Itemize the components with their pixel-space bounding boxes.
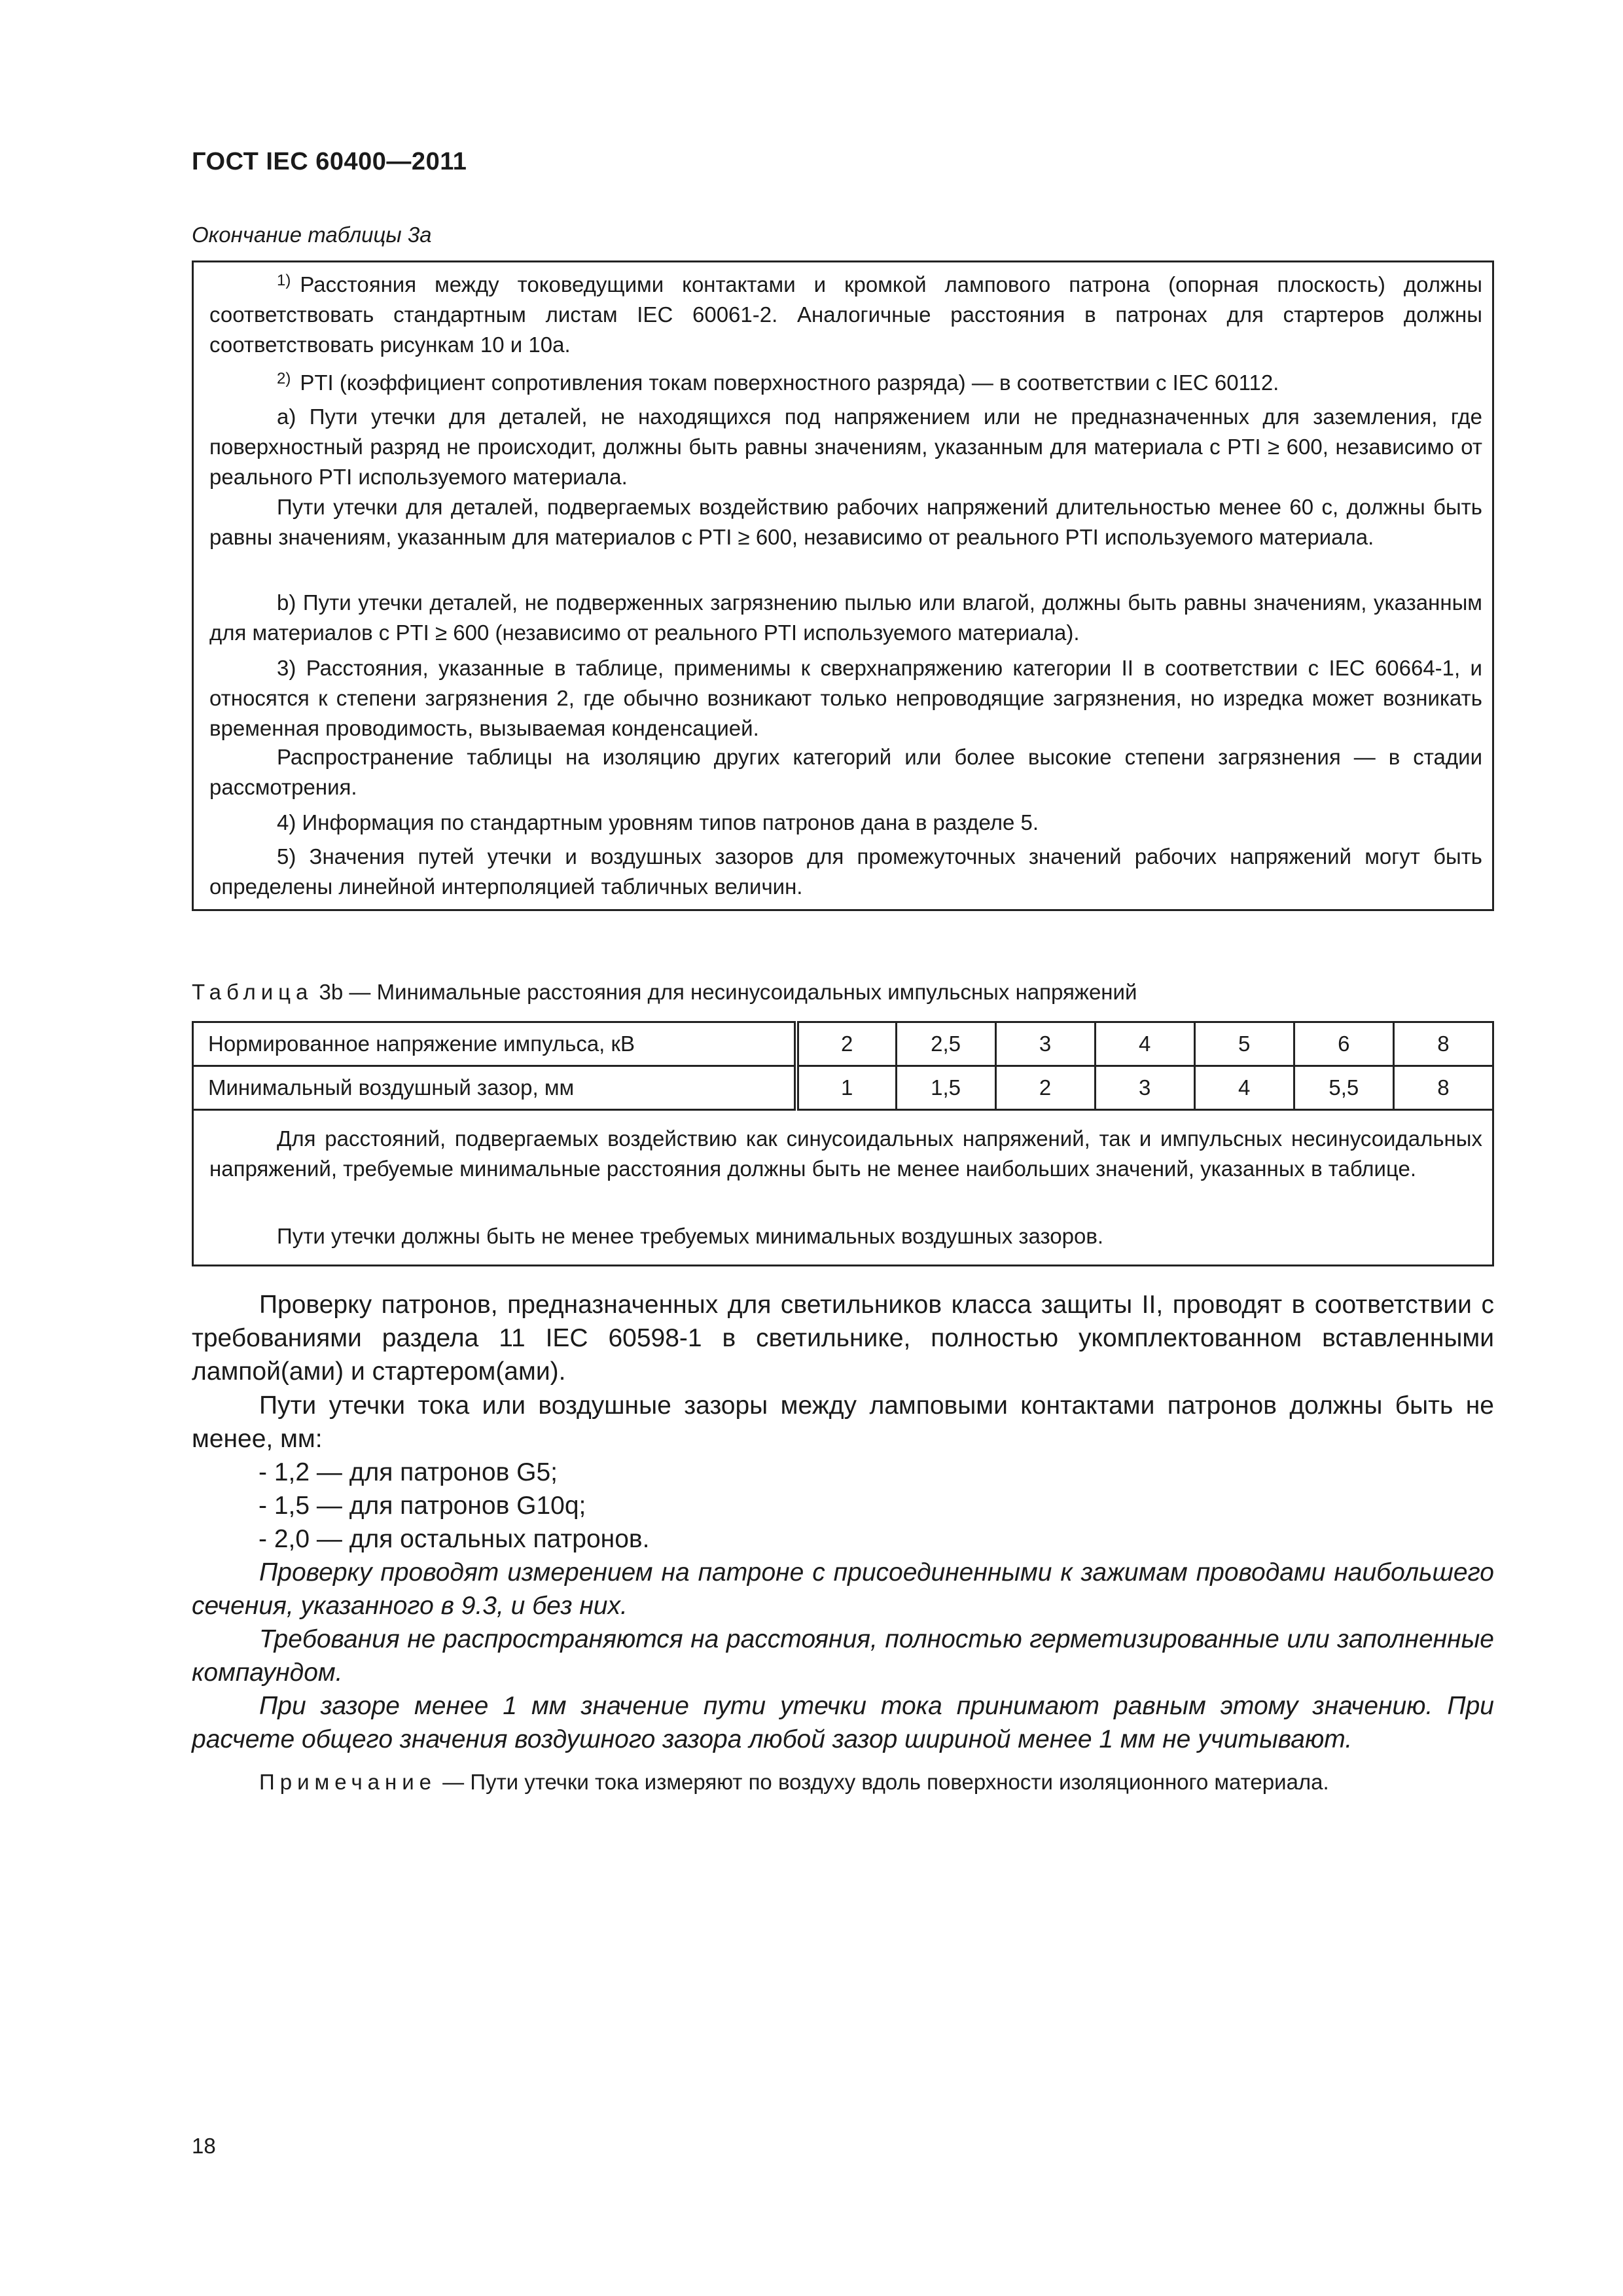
table-3b-note: Для расстояний, подвергаемых воздействию как синусоидальных напряжений, так и импульсных несинусоидальных напряжений, требуемые минимальные расстояния должны быть не менее наибольших значений, указанных в таблице. <box>209 1126 1482 1181</box>
page-number: 18 <box>192 2134 216 2158</box>
table-cell: 4 <box>1194 1066 1294 1110</box>
table-cell: 1 <box>796 1066 896 1110</box>
note <box>259 1770 1329 1795</box>
table-cell: 5,5 <box>1294 1066 1393 1110</box>
body-paragraph: Проверку патронов, предназначенных для светильников класса защиты II, проводят в соответствии с требованиями раздела 11 IEC 60598-1 в светильнике, полностью укомплектованном вставленными лампой(ами) и стартером(ами). <box>192 1291 1494 1386</box>
row-label: Нормированное напряжение импульса, кВ <box>193 1022 796 1066</box>
note-paragraph: a) Пути утечки для деталей, не находящихся под напряжением или не предназначенных для заземления, где поверхностный разряд не происходит, должны быть равны значениям, указанным для материала с PTI ≥ 600, независимо от реального PTI используемого материала. <box>209 404 1482 489</box>
table-cell: 3 <box>1095 1066 1194 1110</box>
footnote-marker: 1) <box>277 272 291 289</box>
footnote-text: PTI (коэффициент сопротивления токам поверхностного разряда) — в соответствии с IEC 60112. <box>300 370 1279 395</box>
footnote-marker: 2) <box>277 370 291 387</box>
list-item: - 2,0 — для остальных патронов. <box>259 1525 650 1553</box>
table-cell: 5 <box>1194 1022 1294 1066</box>
body-paragraph: Пути утечки тока или воздушные зазоры между ламповыми контактами патронов должны быть не менее, мм: <box>192 1391 1494 1453</box>
note-paragraph: b) Пути утечки деталей, не подверженных загрязнению пылью или влагой, должны быть равны значениям, указанным для материалов с PTI ≥ 600 (независимо от реального PTI используемого материала). <box>209 590 1482 645</box>
table-continuation-caption: Окончание таблицы 3а <box>192 223 432 247</box>
table-cell: 8 <box>1393 1022 1493 1066</box>
list-item: - 1,2 — для патронов G5; <box>259 1458 558 1486</box>
table-cell: 2 <box>995 1066 1095 1110</box>
body-paragraph-italic: Требования не распространяются на расстояния, полностью герметизированные или заполненные компаундом. <box>192 1625 1494 1687</box>
footnote-1 <box>209 270 1482 360</box>
note-text: — Пути утечки тока измеряют по воздуху вдоль поверхности изоляционного материала. <box>437 1770 1329 1794</box>
note-paragraph: 4) Информация по стандартным уровням типов патронов дана в разделе 5. <box>277 810 1039 834</box>
table-3b-note: Пути утечки должны быть не менее требуемых минимальных воздушных зазоров. <box>277 1224 1104 1248</box>
table-row <box>193 1066 1493 1110</box>
table-cell: 1,5 <box>896 1066 995 1110</box>
note-label: Примечание <box>259 1770 437 1794</box>
row-label: Минимальный воздушный зазор, мм <box>193 1066 796 1110</box>
table-cell: 2 <box>796 1022 896 1066</box>
table-cell: 4 <box>1095 1022 1194 1066</box>
document-header: ГОСТ IEC 60400—2011 <box>192 148 467 175</box>
footnote-text: Расстояния между токоведущими контактами и кромкой лампового патрона (опорная плоскость) должны соответствовать стандартным листам IEC 60061-2. Аналогичные расстояния в патронах для стартеров должны соответствовать рисункам 10 и 10а. <box>209 272 1482 357</box>
note-paragraph: Распространение таблицы на изоляцию других категорий или более высокие степени загрязнения — в стадии рассмотрения. <box>209 745 1482 799</box>
table-cell: 8 <box>1393 1066 1493 1110</box>
table-cell: 2,5 <box>896 1022 995 1066</box>
note-paragraph: Пути утечки для деталей, подвергаемых воздействию рабочих напряжений длительностью менее 60 с, должны быть равны значениям, указанным для материалов с PTI ≥ 600, независимо от реального PTI используемого материала. <box>209 495 1482 549</box>
table-row <box>193 1022 1493 1066</box>
table-cell: 6 <box>1294 1022 1393 1066</box>
table-cell: 3 <box>995 1022 1095 1066</box>
note-paragraph: 3) Расстояния, указанные в таблице, применимы к сверхнапряжению категории II в соответствии с IEC 60664-1, и относятся к степени загрязнения 2, где обычно возникают только непроводящие загрязнения, но изредка может возникать временная проводимость, вызываемая конденсацией. <box>209 656 1482 740</box>
list-item: - 1,5 — для патронов G10q; <box>259 1492 586 1520</box>
footnote-2 <box>209 368 1482 398</box>
table-3b <box>192 1021 1494 1111</box>
table-3b-title <box>192 980 1137 1005</box>
body-paragraph-italic: Проверку проводят измерением на патроне с присоединенными к зажимам проводами наибольшего сечения, указанного в 9.3, и без них. <box>192 1558 1494 1620</box>
note-paragraph: 5) Значения путей утечки и воздушных зазоров для промежуточных значений рабочих напряжений могут быть определены линейной интерполяцией табличных величин. <box>209 844 1482 899</box>
body-paragraph-italic: При зазоре менее 1 мм значение пути утечки тока принимают равным этому значению. При расчете общего значения воздушного зазора любой зазор шириной менее 1 мм не учитывают. <box>192 1692 1494 1753</box>
table-label: Таблица <box>192 980 313 1004</box>
table-title-text: 3b — Минимальные расстояния для несинусоидальных импульсных напряжений <box>313 980 1137 1004</box>
